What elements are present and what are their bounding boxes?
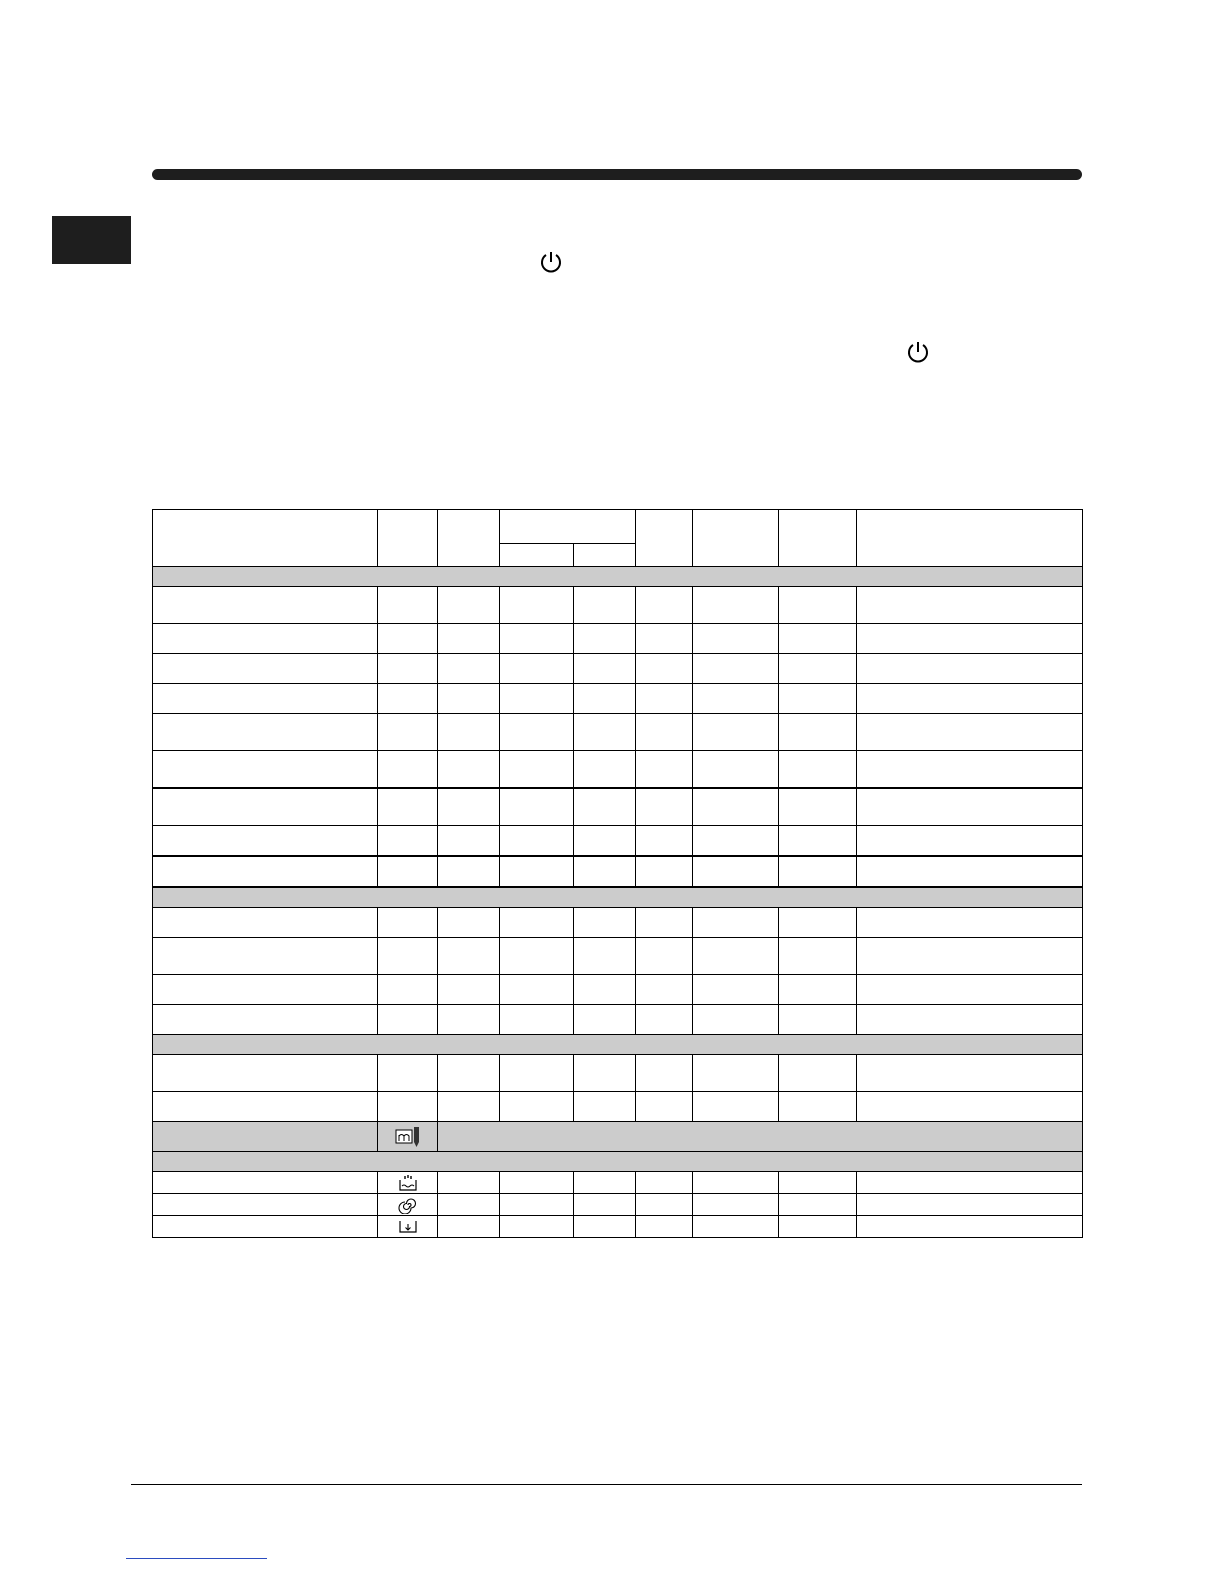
section-row — [153, 567, 1083, 587]
power-icon — [538, 249, 564, 275]
section-row — [153, 887, 1083, 908]
table-row — [153, 654, 1083, 684]
programme-table — [152, 509, 1083, 1238]
header-cell — [857, 510, 1083, 567]
subheader-cell — [500, 544, 574, 567]
table-row — [153, 1092, 1083, 1122]
table-row — [153, 788, 1083, 826]
table-row — [153, 826, 1083, 857]
header-cell — [500, 510, 636, 544]
table-row — [153, 684, 1083, 714]
table-row — [153, 908, 1083, 938]
section-row — [153, 1035, 1083, 1055]
header-cell — [438, 510, 500, 567]
language-tab — [52, 216, 131, 264]
footer-rule — [131, 1484, 1082, 1485]
header-cell — [779, 510, 857, 567]
table-row — [153, 624, 1083, 654]
subheader-cell — [574, 544, 636, 567]
header-cell — [153, 510, 378, 567]
power-icon — [905, 339, 931, 365]
table-row — [153, 1194, 1083, 1216]
spin-icon — [378, 1194, 438, 1216]
section-row — [153, 1152, 1083, 1172]
table-row — [153, 751, 1083, 789]
table-row — [153, 1055, 1083, 1092]
header-cell — [636, 510, 693, 567]
link-underline[interactable] — [126, 1558, 267, 1559]
table-row — [153, 938, 1083, 975]
table-header-row — [153, 510, 1083, 544]
programme-memory-icon — [378, 1122, 438, 1152]
header-cell — [693, 510, 779, 567]
header-cell — [378, 510, 438, 567]
table-row — [153, 714, 1083, 751]
table-row — [153, 1216, 1083, 1238]
table-row — [153, 975, 1083, 1005]
rinse-icon — [378, 1172, 438, 1194]
table-row — [153, 587, 1083, 624]
table-row — [153, 1172, 1083, 1194]
programme-memory-row — [153, 1122, 1083, 1152]
table-row — [153, 856, 1083, 887]
table-row — [153, 1005, 1083, 1035]
drain-icon — [378, 1216, 438, 1238]
title-bar — [152, 169, 1082, 180]
